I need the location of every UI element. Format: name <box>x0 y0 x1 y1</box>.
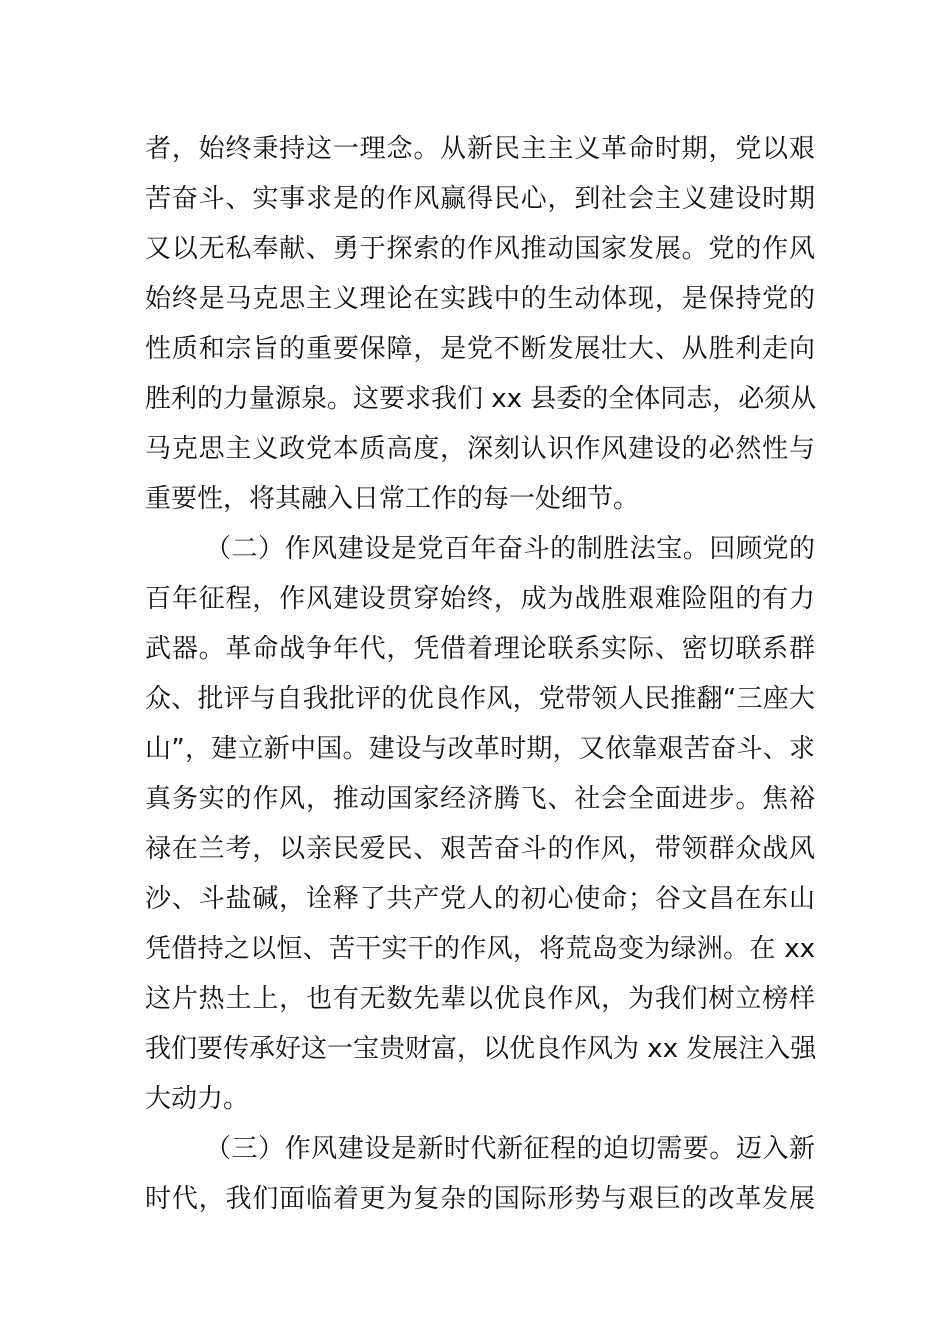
text-line: 百年征程，作风建设贯穿始终，成为战胜艰难险阻的有力 <box>145 584 815 614</box>
text-line: 禄在兰考，以亲民爱民、艰苦奋斗的作风，带领群众战风 <box>145 834 815 864</box>
text-line: 苦奋斗、实事求是的作风赢得民心，到社会主义建设时期 <box>145 184 815 214</box>
text-line: 真务实的作风，推动国家经济腾飞、社会全面进步。焦裕 <box>145 784 815 814</box>
text-line: 重要性，将其融入日常工作的每一处细节。 <box>145 484 640 514</box>
text-line: 众、批评与自我批评的优良作风，党带领人民推翻“三座大 <box>145 684 815 714</box>
text-line: 我们要传承好这一宝贵财富，以优良作风为 xx 发展注入强 <box>145 1034 817 1064</box>
text-line: 山”，建立新中国。建设与改革时期，又依靠艰苦奋斗、求 <box>145 734 815 764</box>
text-line: 又以无私奉献、勇于探索的作风推动国家发展。党的作风 <box>145 234 815 264</box>
text-line: 凭借持之以恒、苦干实干的作风，将荒岛变为绿洲。在 xx <box>145 934 815 964</box>
section-heading-line: （三）作风建设是新时代新征程的迫切需要。迈入新 <box>205 1134 815 1164</box>
text-line: 性质和宗旨的重要保障，是党不断发展壮大、从胜利走向 <box>145 334 815 364</box>
body-text <box>145 124 815 1224</box>
text-line: 胜利的力量源泉。这要求我们 xx 县委的全体同志，必须从 <box>145 384 817 414</box>
section-heading-line: （二）作风建设是党百年奋斗的制胜法宝。回顾党的 <box>205 534 815 564</box>
text-line: 马克思主义政党本质高度，深刻认识作风建设的必然性与 <box>145 434 815 464</box>
text-line: 武器。革命战争年代，凭借着理论联系实际、密切联系群 <box>145 634 815 664</box>
text-line: 时代，我们面临着更为复杂的国际形势与艰巨的改革发展 <box>145 1184 815 1214</box>
text-line: 这片热土上，也有无数先辈以优良作风，为我们树立榜样 <box>145 984 815 1014</box>
text-line: 者，始终秉持这一理念。从新民主主义革命时期，党以艰 <box>145 134 815 164</box>
text-line: 沙、斗盐碱，诠释了共产党人的初心使命；谷文昌在东山 <box>145 884 815 914</box>
text-line: 大动力。 <box>145 1084 250 1114</box>
text-line: 始终是马克思主义理论在实践中的生动体现，是保持党的 <box>145 284 815 314</box>
